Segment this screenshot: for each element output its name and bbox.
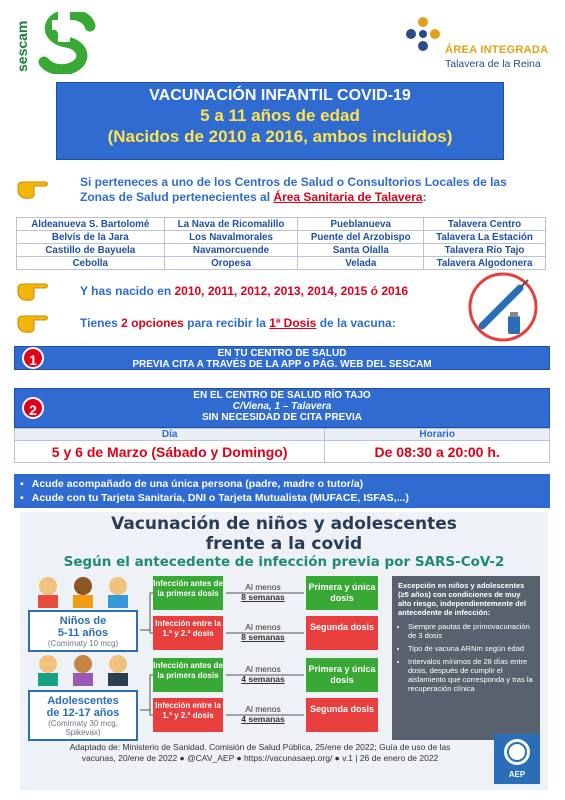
centre-cell: Santa Olalla — [298, 244, 424, 257]
age-group-12-17 — [28, 690, 138, 741]
option-2-line-1: EN EL CENTRO DE SALUD RÍO TAJO — [193, 390, 371, 401]
option-1-box — [14, 346, 550, 370]
teens-illustration-icon — [28, 652, 138, 686]
centres-table — [16, 217, 546, 270]
centres-row — [17, 244, 546, 257]
footer-line-2: vacunas, 20/ene de 2022 ● @CAV_AEP ● https://vacunasaep.org/ ● v.1 | 26 de enero de 2022 — [81, 753, 439, 763]
born-text: Y has nacido en 2010, 2011, 2012, 2013, 2014, 2015 ó 2016 — [80, 284, 409, 298]
centre-cell: Aldeanueva S. Bartolomé — [17, 218, 165, 231]
interval-label: Al menos 8 semanas — [241, 622, 285, 642]
option-1-line-1: EN TU CENTRO DE SALUD — [217, 348, 347, 359]
schedule-col-day: Día — [15, 429, 325, 441]
instructions-list — [14, 474, 550, 508]
option-2-badge: 2 — [22, 397, 44, 419]
flow-connectors — [138, 572, 398, 742]
age-vaccine: (Comirnaty 30 mcg, Spikevax) — [48, 719, 118, 737]
exception-item: • Siempre pautas de primovacunación de 3 dosis — [408, 622, 534, 640]
aep-label: AEP — [508, 770, 526, 779]
option-2-line-3: SIN NECESIDAD DE CITA PREVIA — [201, 412, 363, 423]
age-label: Niños de — [59, 615, 107, 627]
area-title: ÁREA INTEGRADA — [445, 44, 549, 56]
exception-heading: Excepción en niños y adolescentes (≥5 años) con condiciones de muy alto riesgo, independientemente del antecedente de infección: — [398, 581, 526, 617]
schedule-day: 5 y 6 de Marzo (Sábado y Domingo) — [15, 441, 325, 463]
interval-label: Al menos 4 semanas — [241, 704, 285, 724]
title-line-3: (Nacidos de 2010 a 2016, ambos incluidos) — [107, 127, 453, 146]
area-dots-icon — [403, 14, 443, 54]
centre-cell: Talavera Algodonera — [424, 257, 546, 270]
centres-row — [17, 231, 546, 244]
centre-cell: Belvís de la Jara — [17, 231, 165, 244]
age-range: de 12-17 años — [46, 707, 120, 719]
intro-highlight: Área Sanitaria de Talavera — [273, 190, 423, 204]
schedule-time: De 08:30 a 20:00 h. — [325, 441, 550, 463]
condition-box: Infección antes de la primera dosis — [153, 658, 223, 692]
centre-cell: Pueblanueva — [298, 218, 424, 231]
aep-emblem-icon — [494, 736, 540, 770]
centre-cell: Navamorcuende — [164, 244, 298, 257]
sescam-logo — [14, 12, 104, 74]
centre-cell: Velada — [298, 257, 424, 270]
intro-text: Si perteneces a uno de los Centros de Salud o Consultorios Locales de las Zonas de Salud pertenecientes al Área Sanitaria de Talavera: — [80, 175, 507, 204]
footer-line-1: Adaptado de: Ministerio de Sanidad. Comisión de Salud Pública, 25/ene de 2022; Guía de uso de las — [69, 742, 451, 752]
syringe-vaccine-icon — [468, 272, 538, 342]
born-years: 2010, 2011, 2012, 2013, 2014, 2015 ó 2016 — [174, 284, 409, 298]
area-integrada-logo — [403, 14, 549, 72]
centre-cell: Talavera Río Tajo — [424, 244, 546, 257]
option-1-badge: 1 — [22, 347, 44, 369]
option-2-line-2: C/Viena, 1 – Talavera — [232, 401, 332, 412]
condition-box: Infección entre la 1.ª y 2.ª dosis — [153, 698, 223, 732]
children-illustration-icon — [28, 574, 138, 608]
centre-cell: Talavera La Estación — [424, 231, 546, 244]
centre-cell: Castillo de Bayuela — [17, 244, 165, 257]
infographic-footer — [30, 742, 490, 764]
title-banner — [56, 82, 504, 160]
options-text: Tienes 2 opciones para recibir la 1ª Dosis de la vacuna: — [80, 316, 396, 330]
dose-box: Primera y única dosis — [306, 658, 378, 692]
centres-row — [17, 218, 546, 231]
infographic-title-2: frente a la covid — [205, 534, 363, 554]
age-vaccine: (Comirnaty 10 mcg) — [47, 639, 119, 648]
title-line-2: 5 a 11 años de edad — [200, 106, 360, 125]
interval-label: Al menos 4 semanas — [241, 664, 285, 684]
exception-item: • Tipo de vacuna ARNm según edad — [408, 644, 534, 653]
centre-cell: Talavera Centro — [424, 218, 546, 231]
title-line-1: VACUNACIÓN INFANTIL COVID-19 — [149, 87, 411, 104]
aep-logo — [494, 734, 540, 784]
age-range: 5-11 años — [57, 627, 109, 639]
centre-cell: La Nava de Ricomalillo — [164, 218, 298, 231]
centre-cell: Cebolla — [17, 257, 165, 270]
infographic-title-1: Vacunación de niños y adolescentes — [111, 514, 457, 534]
option-2-box — [14, 388, 550, 428]
sescam-s-icon — [36, 12, 100, 74]
pointing-hand-icon — [16, 278, 50, 302]
centres-row — [17, 257, 546, 270]
schedule-col-time: Horario — [325, 429, 550, 441]
instruction-item: ▪ Acude con tu Tarjeta Sanitaria, DNI o Tarjeta Mutualista (MUFACE, ISFAS,...) — [20, 491, 544, 505]
age-group-5-11 — [28, 610, 138, 652]
infographic — [20, 512, 548, 790]
centre-cell: Puente del Arzobispo — [298, 231, 424, 244]
condition-box: Infección entre la 1.ª y 2.ª dosis — [153, 616, 223, 650]
option-1-line-2: PREVIA CITA A TRAVÉS DE LA APP o PÁG. WEB DEL SESCAM — [132, 359, 432, 370]
interval-label: Al menos 8 semanas — [241, 582, 285, 602]
exception-box — [392, 576, 540, 740]
centre-cell: Oropesa — [164, 257, 298, 270]
dose-box: Segunda dosis — [306, 616, 378, 650]
exception-item: • Intervalos mínimos de 28 días entre dosis, después de cumplir el aislamiento que corresponda y tras la recuperación clínica — [408, 657, 534, 693]
sescam-logo-text: sescam — [14, 20, 30, 72]
area-subtitle: Talavera de la Reina — [445, 58, 541, 70]
dose-box: Primera y única dosis — [306, 576, 378, 610]
condition-box: Infección antes de la primera dosis — [153, 576, 223, 610]
age-label: Adolescentes — [47, 695, 119, 707]
centre-cell: Los Navalmorales — [164, 231, 298, 244]
pointing-hand-icon — [16, 176, 50, 200]
instruction-item: ▪ Acude acompañado de una única persona (padre, madre o tutor/a) — [20, 477, 544, 491]
dose-box: Segunda dosis — [306, 698, 378, 732]
pointing-hand-icon — [16, 310, 50, 334]
infographic-subtitle: Según el antecedente de infección previa por SARS-CoV-2 — [63, 554, 505, 570]
schedule-table — [14, 428, 550, 463]
